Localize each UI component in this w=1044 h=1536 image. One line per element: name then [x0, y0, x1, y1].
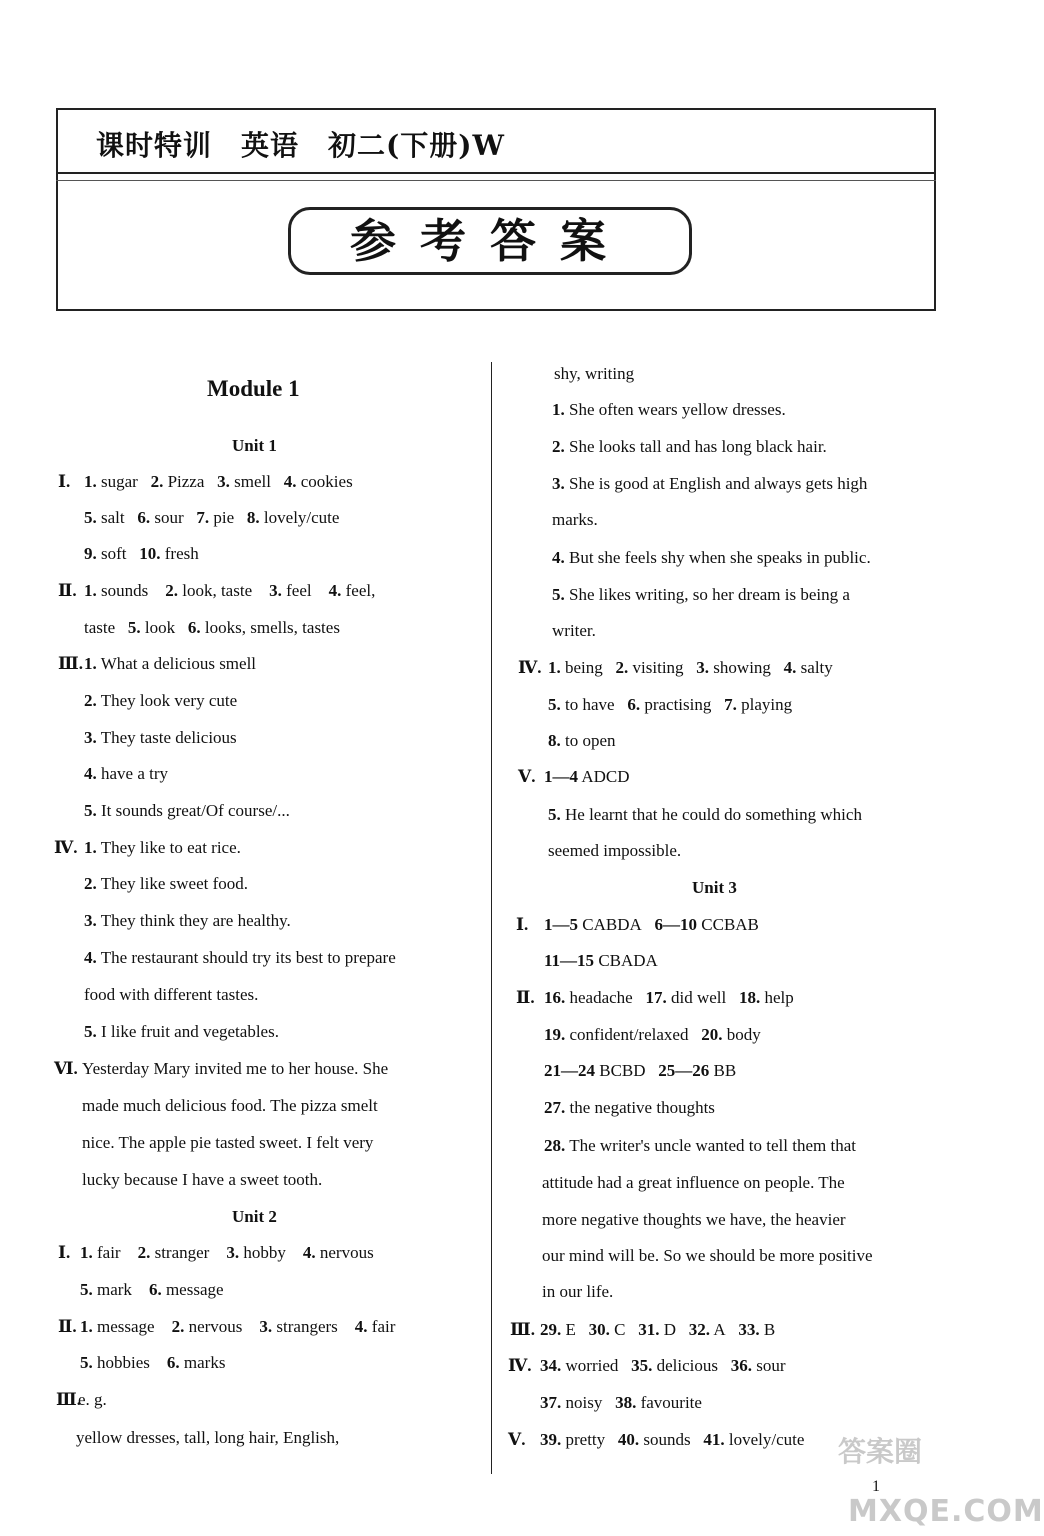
answer-line: 1. sounds 2. look, taste 3. feel 4. feel, [84, 581, 376, 600]
section-I: Ⅰ. [516, 915, 529, 934]
answer-line: more negative thoughts we have, the heavier [542, 1210, 846, 1229]
answer-line: 1. fair 2. stranger 3. hobby 4. nervous [80, 1243, 374, 1262]
answer-line: 1—5 CABDA 6—10 CCBAB [544, 915, 759, 934]
answer-line: 5. It sounds great/Of course/... [84, 801, 290, 820]
header-divider-thin [56, 180, 936, 181]
answer-line: 3. She is good at English and always gets high [552, 474, 868, 493]
answer-line: our mind will be. So we should be more positive [542, 1246, 873, 1265]
answer-line: 1. They like to eat rice. [84, 838, 241, 857]
answer-line: 9. soft 10. fresh [84, 544, 199, 563]
answer-line: 11—15 CBADA [544, 951, 658, 970]
answer-key-banner: 参考答案 [288, 207, 692, 275]
section-I: Ⅰ. [58, 472, 71, 491]
answer-line: seemed impossible. [548, 841, 682, 860]
answer-line: writer. [552, 621, 596, 640]
section-IV: Ⅳ. [54, 838, 78, 857]
answer-line: 2. They look very cute [84, 691, 238, 710]
answer-line: 3. They think they are healthy. [84, 911, 291, 930]
unit-heading: Unit 2 [232, 1207, 277, 1226]
section-II: Ⅱ. [58, 581, 77, 600]
section-II: Ⅱ. [58, 1317, 77, 1336]
answer-line: attitude had a great influence on people. The [542, 1173, 845, 1192]
section-I: Ⅰ. [58, 1243, 71, 1262]
answer-line: 39. pretty 40. sounds 41. lovely/cute [540, 1430, 805, 1449]
answer-line: 2. She looks tall and has long black hair. [552, 437, 827, 456]
answer-line: 37. noisy 38. favourite [540, 1393, 702, 1412]
answer-line: 34. worried 35. delicious 36. sour [540, 1356, 786, 1375]
watermark-logo: 答案圈 [838, 1435, 923, 1468]
answer-line: 2. They like sweet food. [84, 874, 248, 893]
section-V: Ⅴ. [508, 1430, 526, 1449]
answer-line: e. g. [78, 1390, 107, 1409]
answer-line: 4. have a try [84, 764, 169, 783]
section-II: Ⅱ. [516, 988, 535, 1007]
answer-line: 4. The restaurant should try its best to prepare [84, 948, 396, 967]
answer-line: 5. salt 6. sour 7. pie 8. lovely/cute [84, 508, 340, 527]
book-title: 课时特训 英语 初二(下册)W [96, 129, 505, 162]
answer-line: 1. message 2. nervous 3. strangers 4. fair [80, 1317, 396, 1336]
unit-heading: Unit 1 [232, 436, 277, 455]
answer-line: in our life. [542, 1282, 614, 1301]
header-divider [56, 172, 936, 174]
answer-line: 5. I like fruit and vegetables. [84, 1022, 279, 1041]
page-number: 1 [872, 1478, 880, 1495]
answer-line: shy, writing [554, 364, 635, 383]
answer-line: 3. They taste delicious [84, 728, 237, 747]
watermark-url: MXQE.COM [848, 1494, 1044, 1529]
answer-line: 21—24 BCBD 25—26 BB [544, 1061, 737, 1080]
paragraph-line: Yesterday Mary invited me to her house. She [82, 1059, 389, 1078]
answer-line: food with different tastes. [84, 985, 259, 1004]
answer-line: 5. to have 6. practising 7. playing [548, 695, 793, 714]
answer-line: 28. The writer's uncle wanted to tell them that [544, 1136, 856, 1155]
answer-line: 1—4 ADCD [544, 767, 630, 786]
unit-heading: Unit 3 [692, 878, 737, 897]
answer-line: 1. What a delicious smell [84, 654, 257, 673]
section-IV: Ⅳ. [508, 1356, 532, 1375]
answer-line: taste 5. look 6. looks, smells, tastes [84, 618, 340, 637]
paragraph-line: lucky because I have a sweet tooth. [82, 1170, 323, 1189]
paragraph-line: made much delicious food. The pizza smelt [82, 1096, 378, 1115]
section-III: Ⅲ. [510, 1320, 535, 1339]
answer-line: 1. being 2. visiting 3. showing 4. salty [548, 658, 833, 677]
answer-line: 29. E 30. C 31. D 32. A 33. B [540, 1320, 776, 1339]
answer-line: 1. sugar 2. Pizza 3. smell 4. cookies [84, 472, 353, 491]
answer-line: 19. confident/relaxed 20. body [544, 1025, 761, 1044]
answer-line: yellow dresses, tall, long hair, English, [76, 1428, 340, 1447]
answer-line: 1. She often wears yellow dresses. [552, 400, 786, 419]
answer-line: 8. to open [548, 731, 616, 750]
answer-line: 16. headache 17. did well 18. help [544, 988, 794, 1007]
section-IV: Ⅳ. [518, 658, 542, 677]
column-divider [491, 362, 492, 1474]
answer-line: 5. He learnt that he could do something which [548, 805, 862, 824]
answer-line: marks. [552, 510, 598, 529]
answer-line: 5. mark 6. message [80, 1280, 224, 1299]
paragraph-line: nice. The apple pie tasted sweet. I felt very [82, 1133, 374, 1152]
answer-line: 5. hobbies 6. marks [80, 1353, 226, 1372]
section-VI: Ⅵ. [54, 1059, 78, 1078]
section-V: Ⅴ. [518, 767, 536, 786]
answer-line: 4. But she feels shy when she speaks in public. [552, 548, 871, 567]
module-heading: Module 1 [207, 376, 300, 401]
section-III: Ⅲ. [56, 1390, 81, 1409]
answer-line: 5. She likes writing, so her dream is being a [552, 585, 850, 604]
section-III: Ⅲ. [58, 654, 83, 673]
answer-line: 27. the negative thoughts [544, 1098, 715, 1117]
